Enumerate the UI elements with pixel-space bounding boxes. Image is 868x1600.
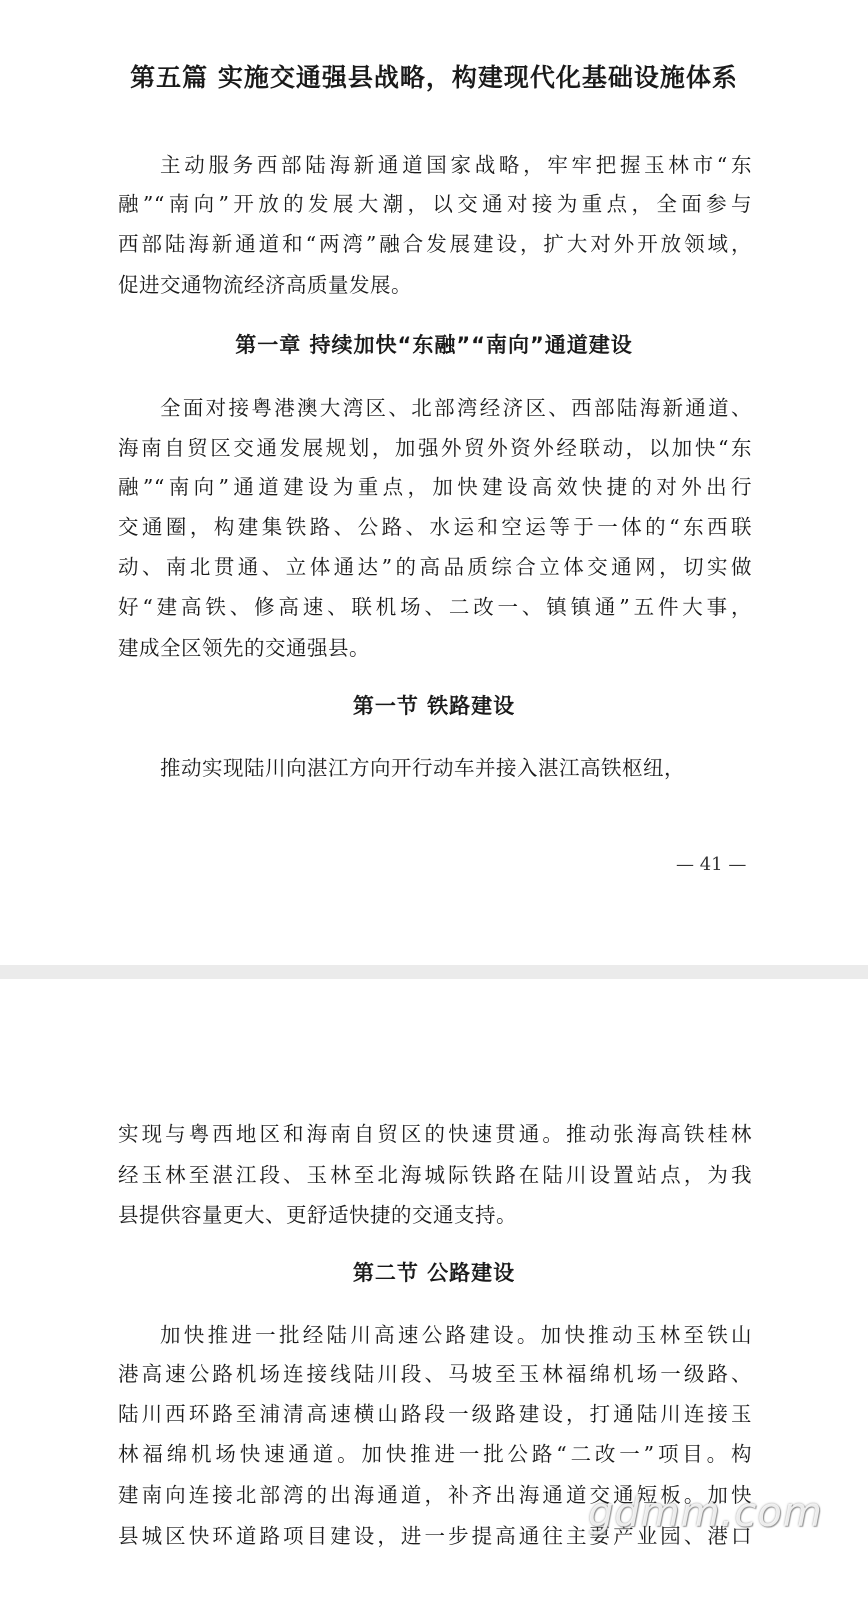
text-line: 县城区快环道路项目建设，进一步提高通往主要产业园、港口 <box>118 1524 752 1548</box>
text-line: 建成全区领先的交通强县。 <box>118 636 370 660</box>
text-line: 全面对接粤港澳大湾区、北部湾经济区、西部陆海新通道、 <box>160 396 752 420</box>
text-line: 陆川西环路至浦清高速横山路段一级路建设，打通陆川连接玉 <box>118 1402 752 1426</box>
text-line: 好“建高铁、修高速、联机场、二改一、镇镇通”五件大事， <box>118 595 752 619</box>
text-line: 加快推进一批经陆川高速公路建设。加快推动玉林至铁山 <box>160 1323 752 1347</box>
text-line: 推动实现陆川向湛江方向开行动车并接入湛江高铁枢纽， <box>160 756 685 780</box>
text-line: 动、南北贯通、立体通达”的高品质综合立体交通网，切实做 <box>118 555 752 579</box>
text-line: 经玉林至湛江段、玉林至北海城际铁路在陆川设置站点，为我 <box>118 1163 752 1187</box>
page-number: — 41 — <box>676 854 747 875</box>
text-line: 融”“南向”开放的发展大潮，以交通对接为重点，全面参与 <box>118 192 752 216</box>
section-heading: 第二节 公路建设 <box>352 1261 516 1285</box>
text-line: 主动服务西部陆海新通道国家战略，牢牢把握玉林市“东 <box>160 153 752 177</box>
text-line: 建南向连接北部湾的出海通道，补齐出海通道交通短板。加快 <box>118 1483 752 1507</box>
watermark: gdmm.com <box>588 1490 823 1536</box>
text-line: 海南自贸区交通发展规划，加强外贸外资外经联动，以加快“东 <box>118 436 752 460</box>
section-heading: 第一节 铁路建设 <box>352 694 516 718</box>
text-line: 县提供容量更大、更舒适快捷的交通支持。 <box>118 1203 517 1227</box>
text-line: 交通圈，构建集铁路、公路、水运和空运等于一体的“东西联 <box>118 515 752 539</box>
text-line: 实现与粤西地区和海南自贸区的快速贯通。推动张海高铁桂林 <box>118 1122 752 1146</box>
text-line: 港高速公路机场连接线陆川段、马坡至玉林福绵机场一级路、 <box>118 1362 752 1386</box>
text-line: 西部陆海新通道和“两湾”融合发展建设，扩大对外开放领域， <box>118 232 752 256</box>
text-line: 促进交通物流经济高质量发展。 <box>118 273 412 297</box>
text-line: 融”“南向”通道建设为重点，加快建设高效快捷的对外出行 <box>118 475 752 499</box>
chapter-heading: 第一章 持续加快“东融”“南向”通道建设 <box>235 333 633 357</box>
part-title: 第五篇 实施交通强县战略，构建现代化基础设施体系 <box>130 63 738 92</box>
text-line: 林福绵机场快速通道。加快推进一批公路“二改一”项目。构 <box>118 1442 752 1466</box>
page-separator <box>0 965 868 979</box>
